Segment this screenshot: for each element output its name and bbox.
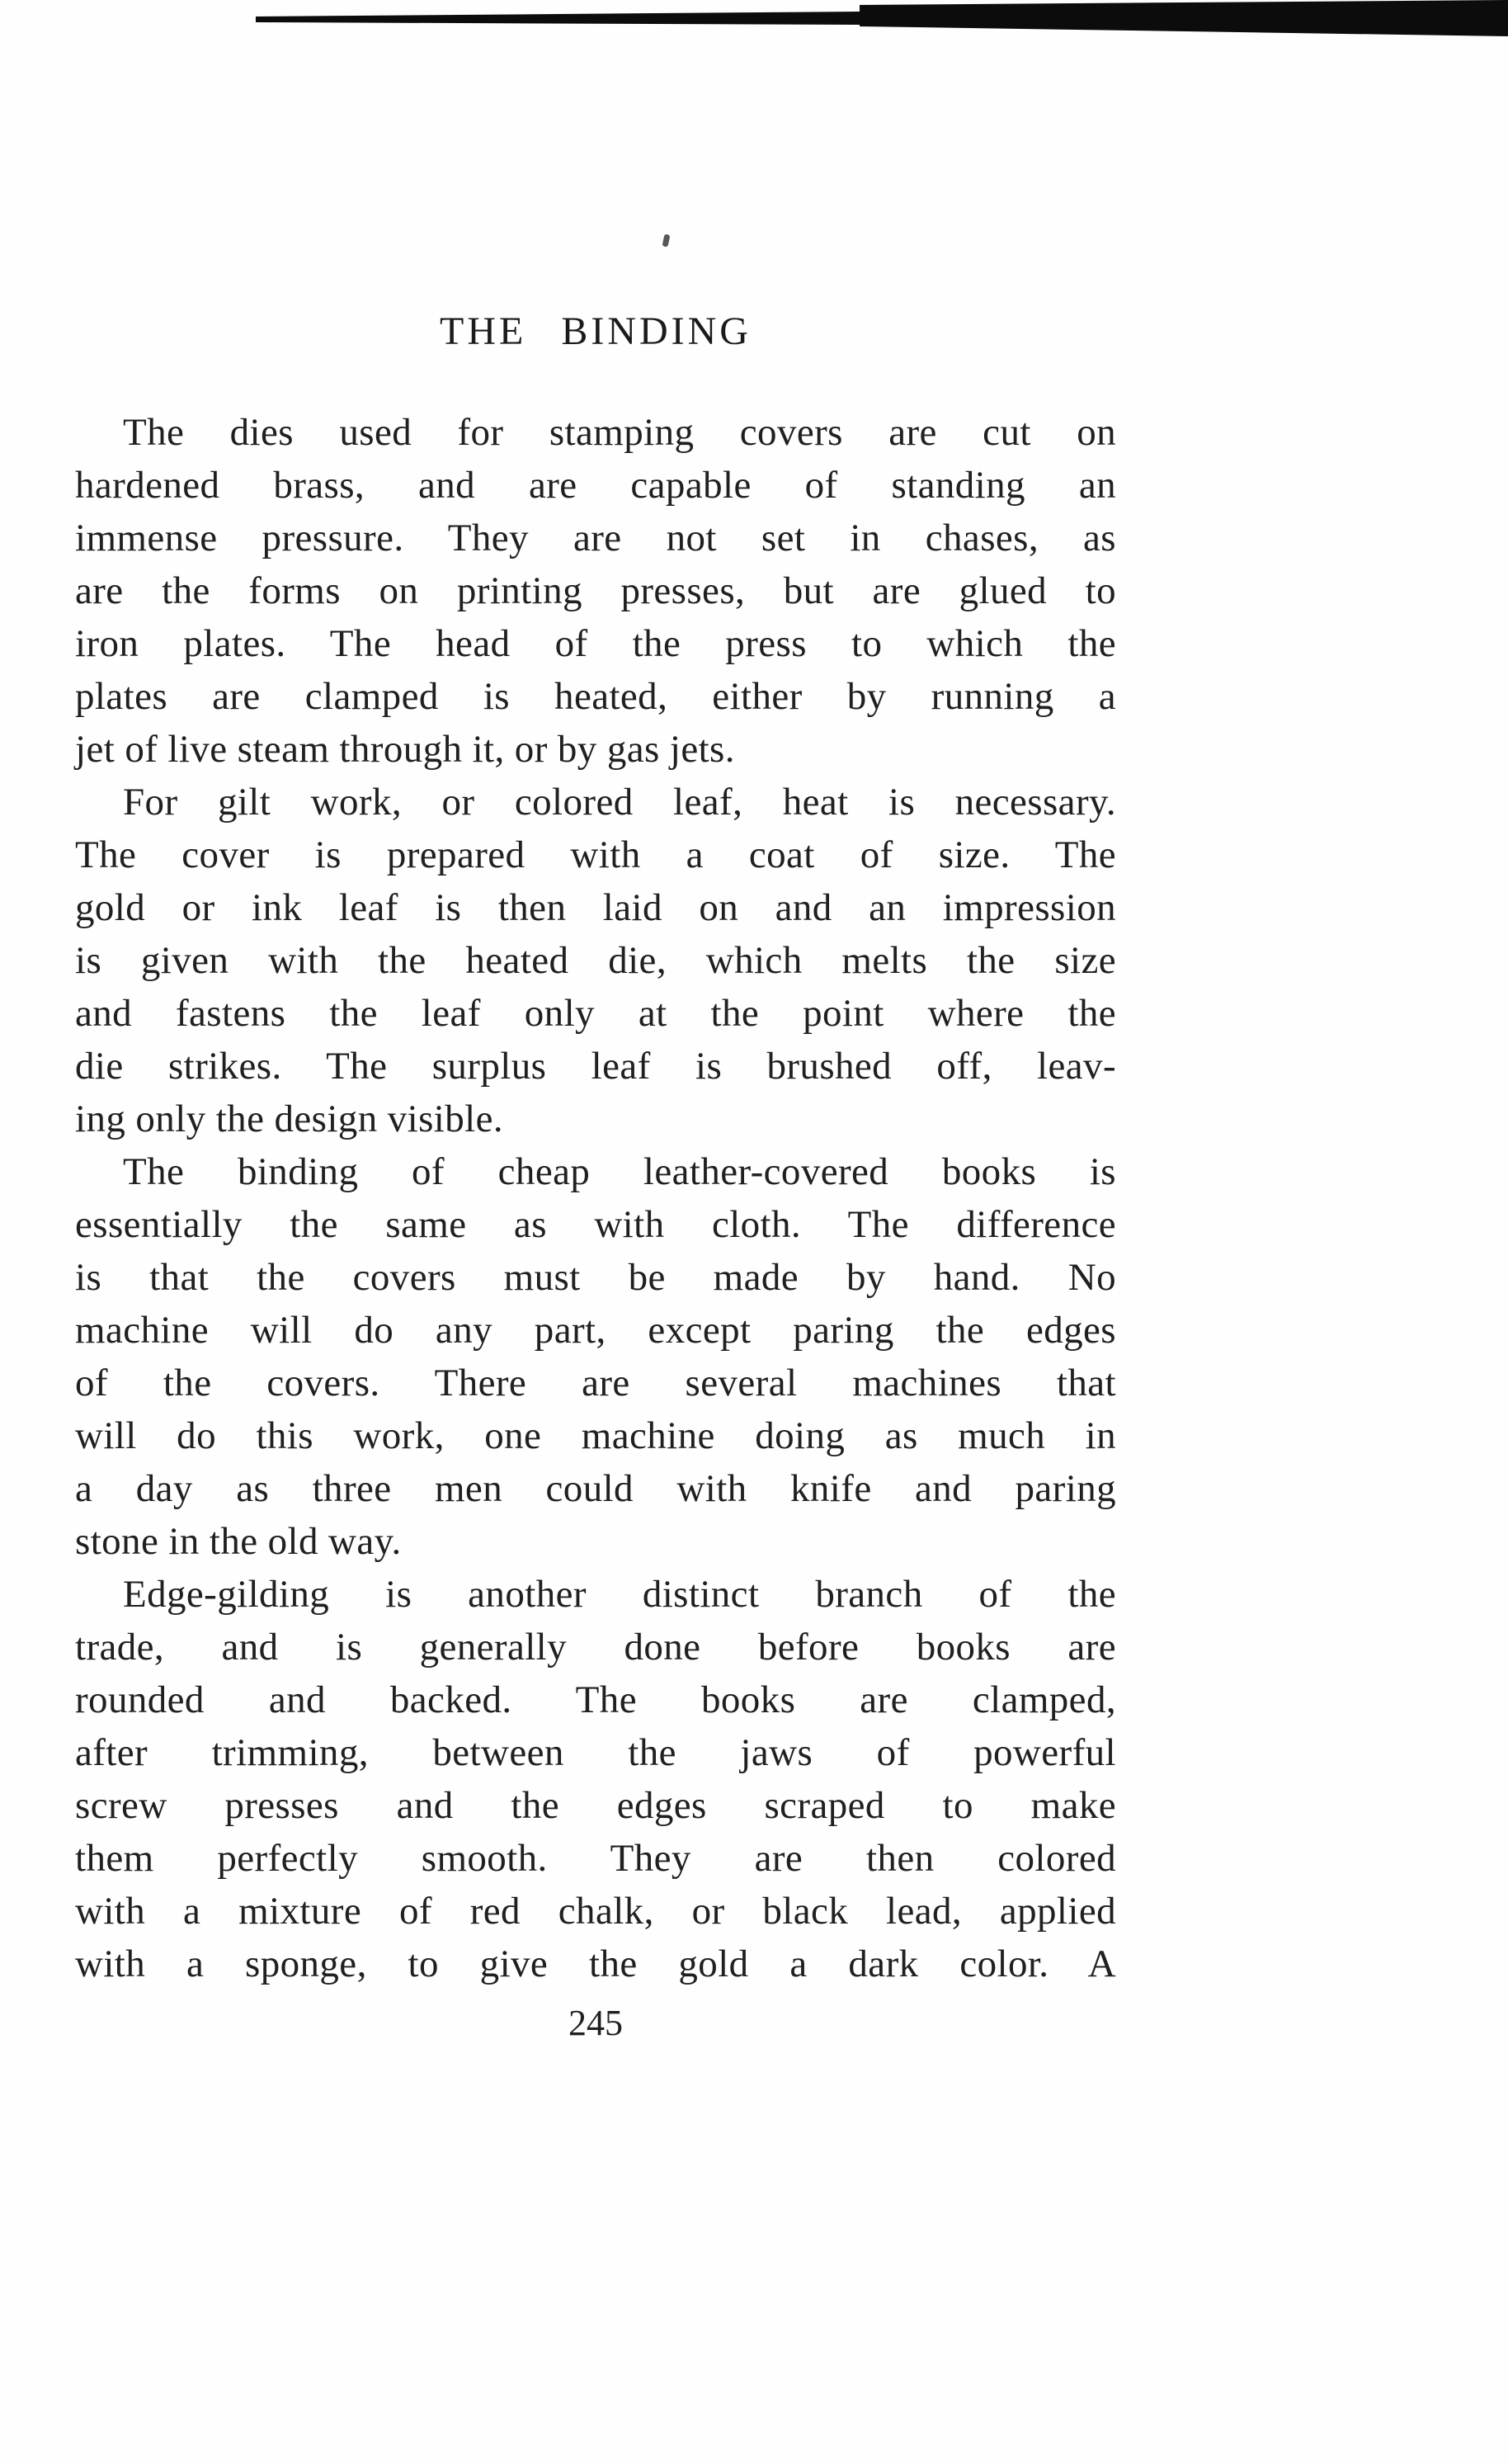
text-line: die strikes. The surplus leaf is brushed off, leav- [75,1045,1116,1088]
text-line: trade, and is generally done before books are [75,1626,1116,1669]
text-line: is that the covers must be made by hand. No [75,1256,1116,1299]
text-line: them perfectly smooth. They are then colored [75,1837,1116,1880]
text-line: jet of live steam through it, or by gas jets. [75,728,735,771]
text-line: and fastens the leaf only at the point where the [75,992,1116,1035]
paragraph [75,1145,1116,1568]
text-line: plates are clamped is heated, either by running a [75,675,1116,718]
text-line: with a sponge, to give the gold a dark color. A [75,1942,1116,1985]
paragraph [75,1568,1116,1990]
text-line: screw presses and the edges scraped to make [75,1784,1116,1827]
scan-artifact-thick-bar [860,0,1508,36]
text-line: immense pressure. They are not set in chases, as [75,517,1116,559]
scan-artifact-thin-line [256,12,860,25]
scan-artifact-top-bar [0,0,1508,58]
text-line: ing only the design visible. [75,1097,504,1140]
page-number: 245 [568,2003,623,2043]
paragraph [75,776,1116,1145]
text-line: iron plates. The head of the press to which the [75,622,1116,665]
text-line: rounded and backed. The books are clamped, [75,1678,1116,1721]
text-line: hardened brass, and are capable of standing an [75,464,1116,507]
text-line: Edge-gilding is another distinct branch of the [123,1573,1116,1616]
text-line: with a mixture of red chalk, or black lead, applied [75,1890,1116,1933]
text-line: gold or ink leaf is then laid on and an impression [75,886,1116,929]
text-line: machine will do any part, except paring the edges [75,1309,1116,1352]
text-line: The dies used for stamping covers are cut on [123,411,1116,454]
text-line: is given with the heated die, which melts the size [75,939,1116,982]
text-line: of the covers. There are several machines that [75,1362,1116,1404]
text-line: essentially the same as with cloth. The difference [75,1203,1116,1246]
text-line: stone in the old way. [75,1520,402,1563]
text-line: For gilt work, or colored leaf, heat is necessary. [123,781,1116,824]
paragraph [75,406,1116,776]
text-line: The binding of cheap leather-covered books is [123,1150,1116,1193]
text-line: The cover is prepared with a coat of size. The [75,833,1116,876]
text-block [75,307,1116,2048]
text-line: will do this work, one machine doing as much in [75,1414,1116,1457]
scan-speck [662,234,671,247]
text-line: after trimming, between the jaws of powerful [75,1731,1116,1774]
text-line: a day as three men could with knife and paring [75,1467,1116,1510]
text-line: are the forms on printing presses, but are glued to [75,569,1116,612]
page-title: THE BINDING [440,309,752,353]
